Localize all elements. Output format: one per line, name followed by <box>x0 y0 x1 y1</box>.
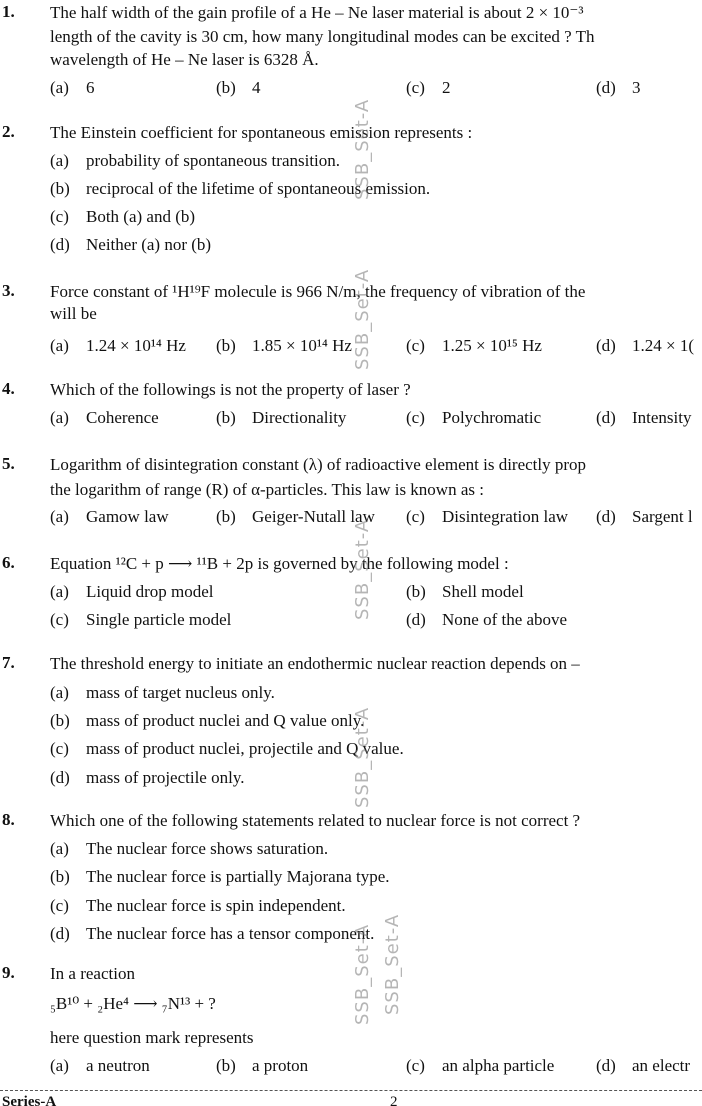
option-b <box>216 407 346 429</box>
question-text: Which one of the following statements related to nuclear force is not correct ? <box>50 811 581 830</box>
option-d <box>50 767 244 789</box>
option-text: Gamow law <box>86 507 169 526</box>
watermark: SSB_Set-A <box>352 98 373 200</box>
option-label: (b) <box>216 336 236 355</box>
option-text: Polychromatic <box>442 408 542 427</box>
option-label: (a) <box>50 336 69 355</box>
option-text: The nuclear force is spin independent. <box>86 896 346 915</box>
question-text: wavelength of He – Ne laser is 6328 Å. <box>50 50 319 69</box>
option-text: 3 <box>632 78 641 97</box>
option-text: probability of spontaneous transition. <box>86 151 341 170</box>
option-label: (a) <box>50 151 69 170</box>
question-text: length of the cavity is 30 cm, how many longitudinal modes can be excited ? Th <box>50 27 595 46</box>
option-text: 1.85 × 10¹⁴ Hz <box>252 336 352 355</box>
option-a <box>50 335 186 357</box>
option-label: (c) <box>406 507 425 526</box>
option-label: (a) <box>50 582 69 601</box>
option-text: mass of target nucleus only. <box>86 683 275 702</box>
watermark: SSB_Set-A <box>352 268 373 370</box>
option-label: (c) <box>50 207 69 226</box>
option-d <box>596 77 641 99</box>
option-label: (d) <box>596 1056 616 1075</box>
option-c <box>406 1055 554 1077</box>
watermark: SSB_Set-A <box>352 923 373 1025</box>
option-label: (c) <box>406 1056 425 1075</box>
option-text: Intensity <box>632 408 692 427</box>
option-a <box>50 838 328 860</box>
option-b <box>216 335 352 357</box>
option-text: 4 <box>252 78 261 97</box>
option-text: Both (a) and (b) <box>86 207 196 226</box>
option-text: The nuclear force shows saturation. <box>86 839 329 858</box>
question-text: Logarithm of disintegration constant (λ) of radioactive element is directly prop <box>50 455 587 474</box>
option-text: Neither (a) nor (b) <box>86 235 212 254</box>
option-d <box>596 407 692 429</box>
option-text: Shell model <box>442 582 524 601</box>
option-text: 1.24 × 1( <box>632 336 694 355</box>
option-text: Directionality <box>252 408 347 427</box>
question-text: The Einstein coefficient for spontaneous emission represents : <box>50 123 473 142</box>
option-label: (b) <box>216 507 236 526</box>
option-a <box>50 506 169 528</box>
option-label: (c) <box>406 408 425 427</box>
option-label: (d) <box>596 78 616 97</box>
option-text: 2 <box>442 78 451 97</box>
question-number: 6. <box>2 553 15 572</box>
question-text: In a reaction <box>50 964 135 983</box>
question-number: 2. <box>2 122 15 141</box>
page-number: 2 <box>390 1094 398 1106</box>
option-b <box>50 710 364 732</box>
option-c <box>406 506 568 528</box>
question-number: 7. <box>2 653 15 672</box>
option-label: (b) <box>50 711 70 730</box>
watermark: SSB_Set-A <box>352 706 373 808</box>
question-number: 4. <box>2 379 15 398</box>
option-label: (a) <box>50 78 69 97</box>
option-text: mass of product nuclei and Q value only. <box>86 711 365 730</box>
option-text: Single particle model <box>86 610 232 629</box>
option-label: (b) <box>216 408 236 427</box>
option-c <box>406 335 542 357</box>
option-label: (d) <box>50 768 70 787</box>
option-label: (c) <box>50 739 69 758</box>
question-text: The half width of the gain profile of a He – Ne laser material is about 2 × 10⁻³ <box>50 3 584 22</box>
option-label: (d) <box>596 507 616 526</box>
option-label: (b) <box>216 78 236 97</box>
option-text: Coherence <box>86 408 159 427</box>
option-text: Geiger-Nutall law <box>252 507 375 526</box>
watermark: SSB_Set-A <box>352 518 373 620</box>
option-label: (c) <box>406 78 425 97</box>
option-label: (d) <box>50 235 70 254</box>
footer-divider <box>0 1090 702 1091</box>
option-c <box>50 609 231 631</box>
option-label: (b) <box>406 582 426 601</box>
option-text: 6 <box>86 78 95 97</box>
option-text: an alpha particle <box>442 1056 555 1075</box>
question-number: 3. <box>2 281 15 300</box>
option-label: (d) <box>596 336 616 355</box>
option-b <box>50 178 430 200</box>
option-d <box>406 609 567 631</box>
question-text: will be <box>50 304 97 323</box>
option-label: (d) <box>406 610 426 629</box>
option-text: Sargent l <box>632 507 693 526</box>
option-label: (a) <box>50 683 69 702</box>
option-b <box>50 866 390 888</box>
option-text: mass of projectile only. <box>86 768 245 787</box>
watermark: SSB_Set-A <box>382 913 403 1015</box>
question-number: 8. <box>2 810 15 829</box>
option-label: (b) <box>216 1056 236 1075</box>
option-text: reciprocal of the lifetime of spontaneous emission. <box>86 179 431 198</box>
option-label: (a) <box>50 507 69 526</box>
question-text: The threshold energy to initiate an endothermic nuclear reaction depends on – <box>50 654 580 673</box>
option-c <box>50 738 404 760</box>
option-text: Disintegration law <box>442 507 569 526</box>
option-text: Liquid drop model <box>86 582 214 601</box>
option-c <box>406 407 541 429</box>
option-label: (a) <box>50 1056 69 1075</box>
question-text: Equation ¹²C + p ⟶ ¹¹B + 2p is governed by the following model : <box>50 554 509 573</box>
option-c <box>406 77 451 99</box>
question-number: 5. <box>2 454 15 473</box>
option-text: The nuclear force has a tensor component. <box>86 924 375 943</box>
option-text: 1.25 × 10¹⁵ Hz <box>442 336 542 355</box>
option-text: 1.24 × 10¹⁴ Hz <box>86 336 186 355</box>
option-label: (c) <box>50 610 69 629</box>
series-label: Series-A <box>2 1094 57 1106</box>
question-text: Which of the followings is not the property of laser ? <box>50 380 411 399</box>
reaction-equation: ₅B¹⁰ + ₂He⁴ ⟶ ₇N¹³ + ? <box>50 994 216 1013</box>
option-d <box>50 923 374 945</box>
option-text: an electr <box>632 1056 691 1075</box>
question-number: 1. <box>2 2 15 21</box>
option-text: None of the above <box>442 610 568 629</box>
option-c <box>50 206 195 228</box>
option-label: (d) <box>50 924 70 943</box>
question-number: 9. <box>2 963 15 982</box>
option-text: mass of product nuclei, projectile and Q value. <box>86 739 404 758</box>
option-label: (c) <box>50 896 69 915</box>
option-a <box>50 150 340 172</box>
question-text: the logarithm of range (R) of α-particles. This law is known as : <box>50 480 484 499</box>
option-d <box>596 506 693 528</box>
option-a <box>50 1055 150 1077</box>
option-text: a proton <box>252 1056 309 1075</box>
option-c <box>50 895 346 917</box>
question-text: Force constant of ¹H¹⁹F molecule is 966 N/m, the frequency of vibration of the <box>50 282 586 301</box>
option-a <box>50 407 159 429</box>
option-label: (a) <box>50 839 69 858</box>
option-d <box>596 335 694 357</box>
question-text: here question mark represents <box>50 1028 254 1047</box>
option-b <box>406 581 524 603</box>
option-label: (a) <box>50 408 69 427</box>
option-text: a neutron <box>86 1056 150 1075</box>
option-label: (d) <box>596 408 616 427</box>
option-label: (c) <box>406 336 425 355</box>
option-b <box>216 1055 308 1077</box>
option-text: The nuclear force is partially Majorana type. <box>86 867 390 886</box>
option-a <box>50 581 213 603</box>
option-d <box>596 1055 690 1077</box>
option-a <box>50 77 95 99</box>
option-a <box>50 682 275 704</box>
option-b <box>216 77 261 99</box>
option-d <box>50 234 211 256</box>
option-label: (b) <box>50 867 70 886</box>
option-label: (b) <box>50 179 70 198</box>
